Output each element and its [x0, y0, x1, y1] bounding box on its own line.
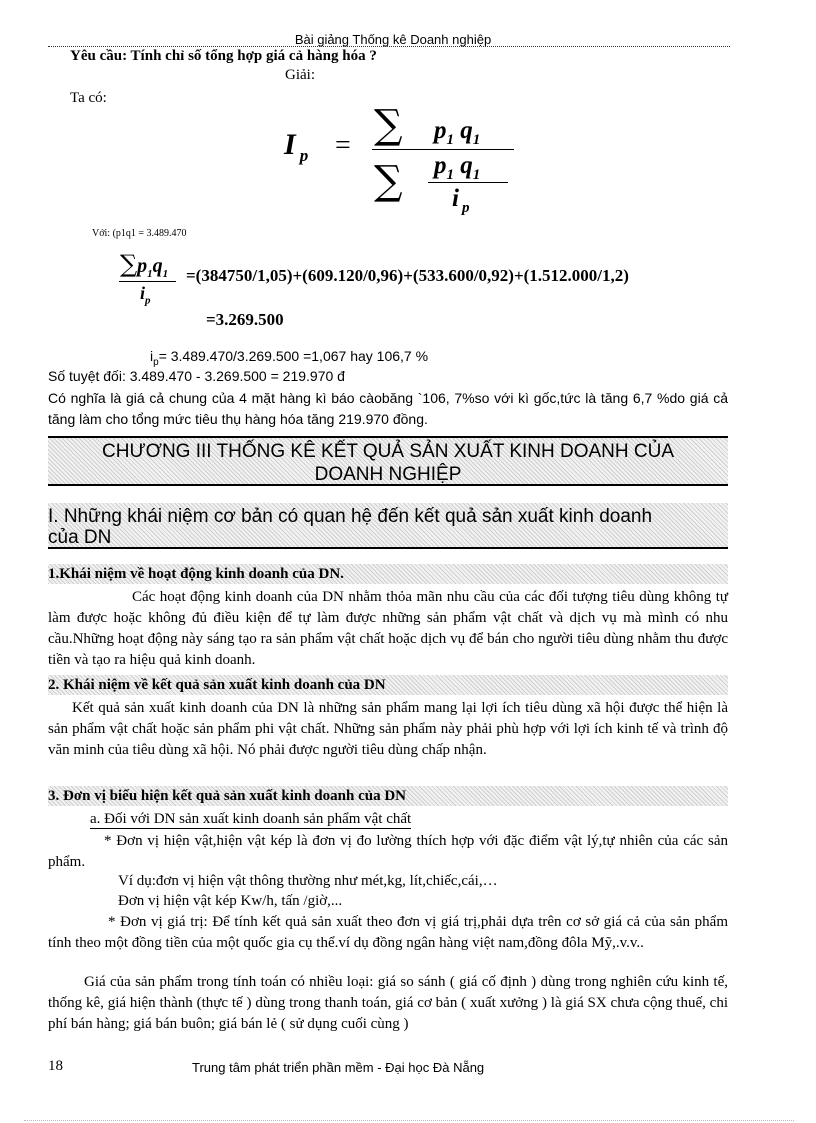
with-line: Với: (p1q1 = 3.489.470 — [92, 228, 187, 239]
sum-numerator: $\sum p_1q_1$ — [120, 250, 169, 280]
inner-denominator: i $_p$ — [452, 185, 470, 216]
main-fraction-bar — [372, 149, 514, 150]
formula-lhs: I $_p$ — [284, 128, 309, 165]
subheading-3: 3. Đơn vị biểu hiện kết quả sản xuất kinh doanh của DN — [48, 786, 728, 806]
question-line: Yêu cầu: Tính chỉ số tổng hợp giá cả hàng hóa ? — [70, 48, 377, 64]
meaning-paragraph: Có nghĩa là giá cả chung của 4 mặt hàng kì báo càobăng `106, 7%so với kì gốc,tức là tăng 6,7 %do giá cả tăng làm cho tổng mức tiêu thụ hàng hóa tăng 219.970 đồng. — [48, 390, 728, 427]
inner-numerator: $p_1$ $q_1$ — [434, 152, 481, 183]
section-heading-line1: I. Những khái niệm cơ bản có quan hệ đến kết quả sản xuất kinh doanh — [48, 506, 653, 527]
sum-fraction-bar — [119, 281, 176, 282]
sigma-denominator: ∑ — [374, 158, 403, 204]
sigma-numerator: ∑ — [374, 102, 403, 148]
chapter-title-line2: DOANH NGHIỆP — [314, 464, 462, 485]
chapter-title-line1: CHƯƠNG III THỐNG KÊ KẾT QUẢ SẢN XUẤT KINH DOANH CỦA — [102, 441, 674, 462]
physical-unit-paragraph: * Đơn vị hiện vật,hiện vật kép là đơn vị đo lường thích hợp với đặc điểm vật lý,tự nhiên của các sản phẩm. — [48, 833, 728, 870]
subsection-1-paragraph: Các hoạt động kinh doanh của DN nhằm thỏa mãn nhu cầu của các đối tượng tiêu dùng không tự làm được hoặc không đủ điều kiện để tự làm được những sản phẩm vật chất và dịch vụ mà mình có nhu cầu.Những hoạt động này sáng tạo ra sản phẩm vật chất hoặc dịch vụ để bán cho người tiêu dùng nhằm thu được tiền và tạo ra hiệu quả kinh doanh. — [48, 589, 728, 668]
solution-label: Giải: — [285, 67, 315, 83]
chapter-title-band — [48, 436, 728, 486]
sum-result: =3.269.500 — [206, 310, 284, 329]
subheading-2: 2. Khái niệm về kết quả sản xuất kinh doanh của DN — [48, 675, 728, 695]
formula-numerator: $p_1$ $q_1$ — [434, 117, 481, 148]
ip-line: $i_p= 3.489.470/3.269.500 =1,067$ hay 106,7 % — [150, 348, 429, 368]
inner-fraction-bar — [428, 182, 508, 183]
example-line-1: Ví dụ:đơn vị hiện vật thông thường như mét,kg, lít,chiếc,cái,… — [118, 873, 498, 889]
sum-denominator: $i_p$ — [140, 283, 151, 307]
sum-expression: =(384750/1,05)+(609.120/0,96)+(533.600/0,92)+(1.512.000/1,2) — [186, 266, 629, 285]
formula-equals: = — [335, 130, 351, 161]
section-heading-line2: của DN — [48, 527, 112, 548]
we-have-label: Ta có: — [70, 90, 107, 106]
subsection-3a-title: a. Đối với DN sản xuất kinh doanh sản phẩm vật chất — [90, 811, 412, 827]
page-number: 18 — [48, 1058, 63, 1074]
subsection-2-paragraph: Kết quả sản xuất kinh doanh của DN là những sản phẩm mang lại lợi ích tiêu dùng xã hội được thể hiện là sản phẩm vật chất hoặc sản phẩm phi vật chất. Những sản phẩm này phải phù hợp với lợi ích kinh tế và trình độ văn minh của tiêu dùng xã hội. Nó phải được người tiêu dùng chấp nhận. — [48, 700, 728, 758]
footer-text: Trung tâm phát triển phần mềm - Đại học Đà Nẵng — [192, 1060, 485, 1075]
value-unit-paragraph: * Đơn vị giá trị: Để tính kết quả sản xuất theo đơn vị giá trị,phải dựa trên cơ sở giá cả của sản phẩm tính theo một đồng tiền của một quốc gia cụ thể.ví dụ đồng ngân hàng việt nam,đồng đôla Mỹ,.v.v.. — [48, 914, 728, 951]
header-rule — [48, 46, 730, 47]
price-types-paragraph: Giá của sản phẩm trong tính toán có nhiều loại: giá so sánh ( giá cố định ) dùng trong nghiên cứu kinh tế, thống kê, giá hiện thành (thực tế ) dùng trong thanh toán, giá cơ bản ( xuất xưởng ) là giá SX chưa cộng thuế, chi phí bán hàng; giá bán buôn; giá bán lẻ ( sử dụng cuối cùng ) — [48, 974, 728, 1032]
subheading-1: 1.Khái niệm về hoạt động kinh doanh của DN. — [48, 564, 728, 584]
section-heading-band — [48, 503, 728, 549]
running-header: Bài giảng Thống kê Doanh nghiệp — [294, 32, 492, 47]
example-line-2: Đơn vị hiện vật kép Kw/h, tấn /giờ,... — [118, 893, 343, 909]
absolute-difference-line: Số tuyệt đối: 3.489.470 - 3.269.500 = 219.970 đ — [48, 368, 345, 384]
footer-rule — [24, 1120, 794, 1121]
